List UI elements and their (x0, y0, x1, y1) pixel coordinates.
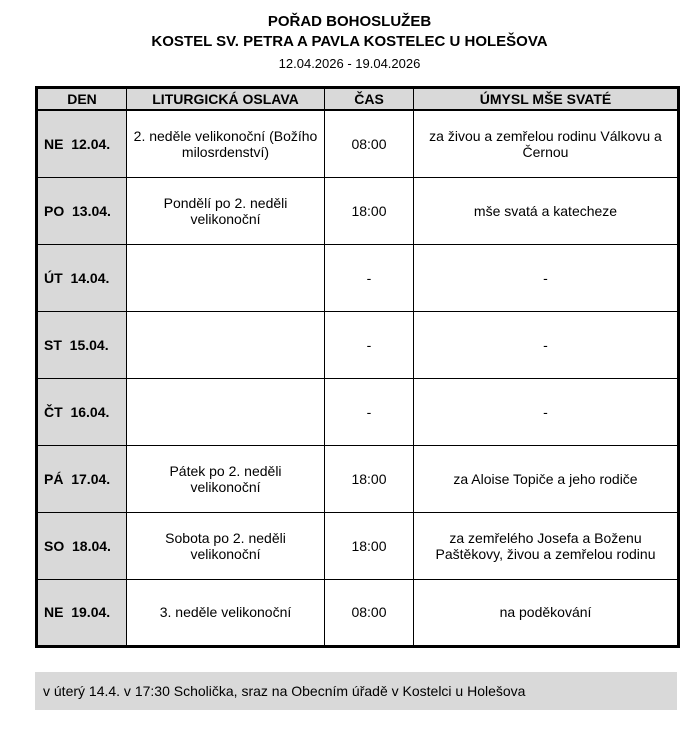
time-cell: - (325, 378, 414, 445)
day-cell: ÚT 14.04. (37, 244, 127, 311)
liturgy-cell (127, 244, 325, 311)
intention-cell: za zemřelého Josefa a Boženu Paštěkovy, živou a zemřelou rodinu (414, 512, 679, 579)
time-cell: 08:00 (325, 110, 414, 177)
footer-note: v úterý 14.4. v 17:30 Scholička, sraz na Obecním úřadě v Kostelci u Holešova (35, 672, 677, 710)
schedule-table (35, 86, 680, 648)
document-title-line2: KOSTEL SV. PETRA A PAVLA KOSTELEC U HOLEŠOVA (151, 33, 548, 51)
day-cell: NE 19.04. (37, 579, 127, 646)
time-cell: 18:00 (325, 177, 414, 244)
table-header-row (37, 88, 679, 111)
intention-cell: za živou a zemřelou rodinu Válkovu a Černou (414, 110, 679, 177)
table-row (37, 378, 679, 445)
table-row (37, 177, 679, 244)
header-time: ČAS (325, 88, 414, 111)
table-row (37, 512, 679, 579)
liturgy-cell (127, 378, 325, 445)
intention-cell: mše svatá a katecheze (414, 177, 679, 244)
intention-cell: - (414, 311, 679, 378)
table-row (37, 311, 679, 378)
day-cell: ČT 16.04. (37, 378, 127, 445)
intention-cell: za Aloise Topiče a jeho rodiče (414, 445, 679, 512)
header-liturgy: LITURGICKÁ OSLAVA (127, 88, 325, 111)
intention-cell: na poděkování (414, 579, 679, 646)
table-row (37, 110, 679, 177)
day-cell: NE 12.04. (37, 110, 127, 177)
day-cell: PO 13.04. (37, 177, 127, 244)
time-cell: - (325, 244, 414, 311)
liturgy-cell: 2. neděle velikonoční (Božího milosrdenství) (127, 110, 325, 177)
day-cell: PÁ 17.04. (37, 445, 127, 512)
document-title-line1: POŘAD BOHOSLUŽEB (267, 13, 432, 30)
time-cell: 08:00 (325, 579, 414, 646)
intention-cell: - (414, 378, 679, 445)
day-cell: SO 18.04. (37, 512, 127, 579)
intention-cell: - (414, 244, 679, 311)
liturgy-cell: Pátek po 2. neděli velikonoční (127, 445, 325, 512)
header-day: DEN (37, 88, 127, 111)
time-cell: 18:00 (325, 512, 414, 579)
time-cell: - (325, 311, 414, 378)
day-cell: ST 15.04. (37, 311, 127, 378)
table-row (37, 579, 679, 646)
header-intention: ÚMYSL MŠE SVATÉ (414, 88, 679, 111)
date-range: 12.04.2026 - 19.04.2026 (278, 55, 421, 71)
liturgy-cell: Pondělí po 2. neděli velikonoční (127, 177, 325, 244)
liturgy-cell (127, 311, 325, 378)
title-block (0, 12, 699, 72)
table-row (37, 445, 679, 512)
liturgy-cell: Sobota po 2. neděli velikonoční (127, 512, 325, 579)
time-cell: 18:00 (325, 445, 414, 512)
table-row (37, 244, 679, 311)
liturgy-cell: 3. neděle velikonoční (127, 579, 325, 646)
